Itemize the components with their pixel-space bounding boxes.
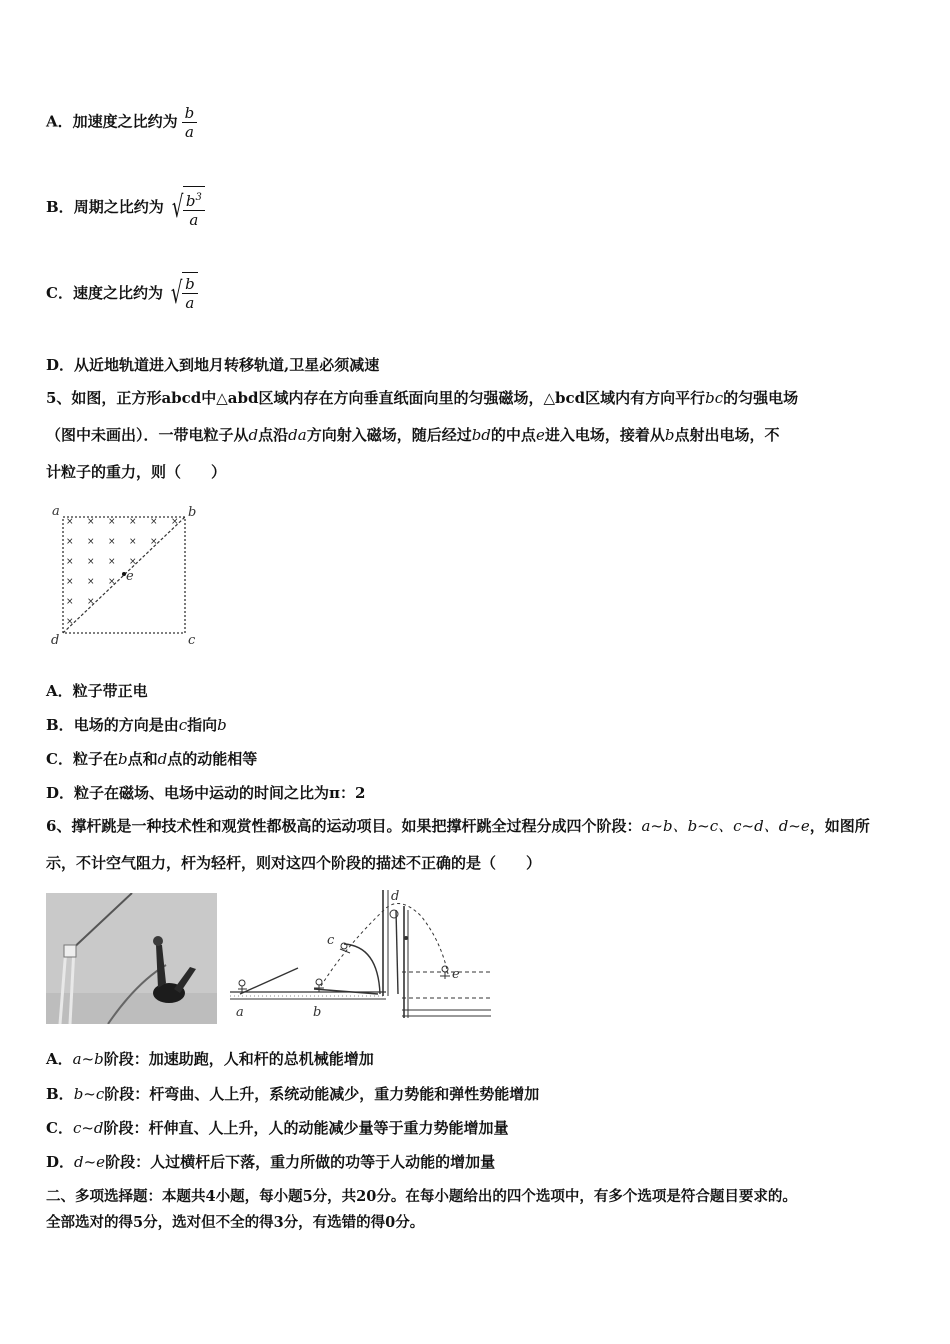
stage-label: a~b	[72, 1050, 104, 1068]
field-x-mark: ×	[150, 537, 158, 547]
field-x-mark: ×	[87, 597, 95, 607]
label-b: b	[313, 1005, 322, 1020]
q6-option-d	[46, 1151, 495, 1172]
q5-var-b: b	[664, 426, 675, 444]
stage-label: c~d	[72, 1119, 104, 1137]
pole-vault-photo	[46, 893, 217, 1024]
option-letter: B．	[46, 716, 74, 734]
var-c: c	[178, 716, 188, 734]
option-text: 周期之比约为	[73, 198, 164, 216]
q5-stem-text: 方向射入磁场，随后经过	[306, 426, 472, 444]
stage-label: d~e	[74, 1153, 106, 1171]
option-text: 点的动能相等	[167, 750, 258, 768]
q4-option-b	[46, 186, 205, 230]
option-letter: B．	[46, 1085, 74, 1103]
q4-option-d	[46, 354, 379, 375]
option-letter: C．	[46, 1119, 73, 1137]
option-text: 粒子在	[72, 750, 118, 768]
label-c: c	[327, 933, 335, 948]
radical-sign: √	[171, 190, 184, 225]
option-text: 电场的方向是由	[73, 716, 179, 734]
label-e: e	[126, 569, 134, 584]
option-text: 从近地轨道进入到地月转移轨道,卫星必须减速	[74, 356, 380, 374]
denominator: a	[182, 293, 198, 312]
q5-option-d	[46, 782, 365, 803]
pole-vault-diagram	[226, 886, 498, 1024]
field-x-mark: ×	[66, 577, 74, 587]
label-d: d	[391, 889, 400, 904]
q6-option-b	[46, 1083, 539, 1104]
field-x-mark: ×	[87, 577, 95, 587]
option-letter: B．	[46, 198, 74, 216]
stage-label: b~c	[73, 1085, 105, 1103]
field-x-mark: ×	[66, 617, 74, 627]
q6-stem	[46, 808, 908, 882]
var-b: b	[217, 716, 227, 734]
label-d: d	[51, 633, 60, 648]
option-text: 粒子在磁场、电场中运动的时间之比为π：2	[74, 784, 366, 802]
q5-stem-text: 点射出电场，不	[674, 426, 780, 444]
section-2-instructions: 全部选对的得5分，选对但不全的得3分，有选错的得0分。	[46, 1214, 425, 1231]
label-c: c	[188, 633, 196, 648]
option-letter: D．	[46, 356, 75, 374]
numerator: b	[185, 275, 195, 293]
q5-var-e: e	[535, 426, 545, 444]
field-x-mark: ×	[66, 557, 74, 567]
field-x-mark: ×	[150, 517, 158, 527]
q6-stem-text: ，如图所	[809, 817, 870, 835]
option-text: 阶段：杆伸直、人上升，人的动能减少量等于重力势能增加量	[103, 1119, 509, 1137]
pole-vault-photo-drawing	[46, 893, 217, 1024]
q5-option-b	[46, 714, 227, 735]
q5-stem-text: 计粒子的重力，则（ ）	[46, 463, 227, 481]
q6-stages: a~b、b~c、c~d、d~e	[641, 817, 810, 835]
q5-var-da: da	[288, 426, 307, 444]
numerator	[183, 189, 205, 210]
field-x-mark: ×	[129, 557, 137, 567]
option-text: 粒子带正电	[72, 682, 148, 700]
option-text: 指向	[187, 716, 218, 734]
q5-stem-text: 进入电场，接着从	[544, 426, 665, 444]
q5-option-a	[46, 680, 148, 701]
section-2-heading: 二、多项选择题：本题共4小题，每小题5分，共20分。在每小题给出的四个选项中，有多个选项是符合题目要求的。	[46, 1188, 797, 1205]
fraction	[183, 189, 205, 229]
exponent: 3	[195, 192, 202, 203]
q6-stem-text: 6、撑杆跳是一种技术性和观赏性都极高的运动项目。如果把撑杆跳全过程分成四个阶段：	[46, 817, 642, 835]
q5-square-figure	[46, 500, 206, 650]
q5-var-bc: bc	[705, 389, 724, 407]
option-text: 点和	[127, 750, 158, 768]
magnetic-field-marks	[66, 517, 179, 627]
var-d: d	[157, 750, 168, 768]
option-text: 阶段：人过横杆后下落，重力所做的功等于人动能的增加量	[105, 1153, 496, 1171]
field-x-mark: ×	[87, 517, 95, 527]
option-letter: A．	[46, 1050, 73, 1068]
option-letter: D．	[46, 1153, 75, 1171]
square-root	[167, 272, 198, 316]
field-x-mark: ×	[108, 557, 116, 567]
field-x-mark: ×	[66, 517, 74, 527]
denominator: a	[183, 210, 205, 229]
var-b: b	[117, 750, 128, 768]
option-letter: D．	[46, 784, 75, 802]
radical-sign: √	[170, 276, 183, 311]
square-root	[168, 186, 205, 230]
option-letter: A．	[46, 682, 73, 700]
q5-stem-text: 点沿	[258, 426, 289, 444]
option-text: 加速度之比约为	[72, 112, 178, 131]
q5-var-bd: bd	[471, 426, 491, 444]
numerator-base: b	[185, 192, 196, 210]
field-x-mark: ×	[129, 537, 137, 547]
label-b: b	[188, 505, 197, 520]
q5-stem-text: 5、如图，正方形abcd中△abd区域内存在方向垂直纸面向里的匀强磁场，△bcd区域内有方向平行	[46, 389, 706, 407]
option-text: 阶段：加速助跑，人和杆的总机械能增加	[103, 1050, 374, 1068]
field-x-mark: ×	[66, 537, 74, 547]
option-letter: C．	[46, 284, 73, 302]
denominator: a	[182, 122, 198, 141]
label-a: a	[236, 1005, 244, 1020]
q5-stem	[46, 380, 908, 491]
field-x-mark: ×	[87, 537, 95, 547]
q5-stem-text: 的中点	[490, 426, 536, 444]
field-x-mark: ×	[108, 577, 116, 587]
option-letter: C．	[46, 750, 73, 768]
q5-var-d: d	[248, 426, 259, 444]
field-x-mark: ×	[171, 517, 179, 527]
field-x-mark: ×	[108, 517, 116, 527]
q5-option-c	[46, 748, 257, 769]
field-x-mark: ×	[87, 557, 95, 567]
numerator: b	[184, 104, 195, 122]
label-a: a	[52, 504, 60, 519]
fraction	[182, 275, 198, 312]
q4-option-c	[46, 272, 198, 316]
field-x-mark: ×	[66, 597, 74, 607]
q5-stem-text: （图中未画出）．一带电粒子从	[46, 426, 249, 444]
option-text: 速度之比约为	[72, 284, 163, 302]
q4-option-a	[46, 104, 197, 141]
q5-stem-text: 的匀强电场	[723, 389, 799, 407]
field-x-mark: ×	[108, 537, 116, 547]
q6-option-c	[46, 1117, 509, 1138]
label-e: e	[452, 967, 460, 982]
q6-option-a	[46, 1048, 374, 1069]
option-letter: A．	[46, 112, 73, 131]
fraction	[182, 104, 198, 141]
q6-stem-text: 示，不计空气阻力，杆为轻杆，则对这四个阶段的描述不正确的是（ ）	[46, 854, 542, 872]
option-text: 阶段：杆弯曲、人上升，系统动能减少，重力势能和弹性势能增加	[104, 1085, 540, 1103]
field-x-mark: ×	[129, 517, 137, 527]
